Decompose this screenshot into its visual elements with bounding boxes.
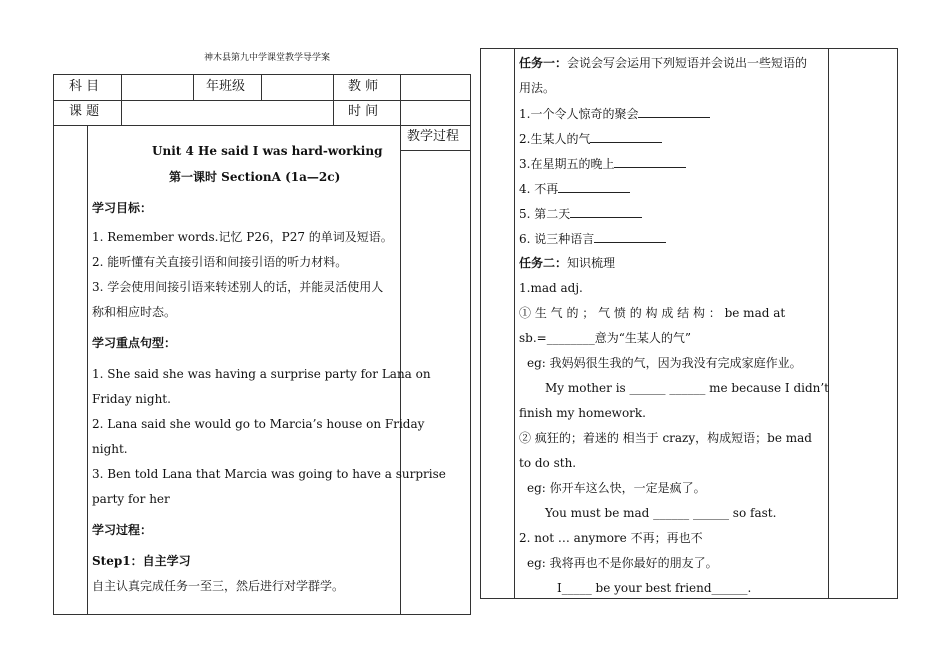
mad-definition-1: ① 生 气 的 ； 气 愤 的 构 成 结 构 ： be mad at xyxy=(519,306,786,320)
task2-label: 任务二： xyxy=(519,256,568,270)
key-sentence: Friday night. xyxy=(92,392,171,406)
phrase-item: 4. 不再 xyxy=(519,182,559,196)
key-sentence: 2. Lana said she would go to Marcia’s house on Friday xyxy=(92,417,425,431)
goal-item: 1. Remember words.记忆 P26，P27 的单词及短语。 xyxy=(92,230,393,244)
step1-text: 自主认真完成任务一至三，然后进行对学群学。 xyxy=(92,579,345,593)
page-header: 神木县第九中学课堂教学导学案 xyxy=(204,53,331,63)
topic-label: 课 题 xyxy=(69,104,100,119)
phrase-item: 6. 说三种语言 xyxy=(519,232,595,246)
mad-definition-1-cont: sb.=________意为“生某人的气” xyxy=(519,331,691,345)
mad-definition-2-cont: to do sth. xyxy=(519,456,577,470)
key-heading: 学习重点句型： xyxy=(92,336,177,350)
process-heading: 学习过程： xyxy=(92,523,153,537)
answer-blank[interactable] xyxy=(558,181,630,193)
task1-label: 任务一： xyxy=(519,56,568,70)
teacher-label: 教 师 xyxy=(348,79,379,94)
grade-label: 年班级 xyxy=(206,79,246,94)
mad-heading: 1.mad adj. xyxy=(519,281,583,295)
mad-definition-2: ② 疯狂的；着迷的 相当于 crazy，构成短语；be mad xyxy=(519,431,812,445)
answer-blank[interactable] xyxy=(594,231,666,243)
anymore-english: I_____ be your best friend______. xyxy=(557,581,752,595)
key-sentence: 1. She said she was having a surprise party for Lana on xyxy=(92,367,431,381)
anymore-example: eg: 我将再也不是你最好的朋友了。 xyxy=(527,556,718,570)
mad-example-2: eg: 你开车这么快，一定是疯了。 xyxy=(527,481,706,495)
goal-item: 2. 能听懂有关直接引语和间接引语的听力材料。 xyxy=(92,255,348,269)
answer-blank[interactable] xyxy=(638,106,710,118)
phrase-item: 2.生某人的气 xyxy=(519,132,591,146)
mad-english-1-cont: finish my homework. xyxy=(519,406,646,420)
answer-blank[interactable] xyxy=(570,206,642,218)
goals-heading: 学习目标： xyxy=(92,201,153,215)
lesson-title: 第一课时 SectionA (1a—2c) xyxy=(169,170,341,184)
time-label: 时 间 xyxy=(348,104,379,119)
phrase-item: 1.一个令人惊奇的聚会 xyxy=(519,107,639,121)
task1-text-cont: 用法。 xyxy=(519,81,556,95)
process-label: 教学过程 xyxy=(407,129,460,144)
anymore-heading: 2. not … anymore 不再；再也不 xyxy=(519,531,703,545)
goal-item: 称和相应时态。 xyxy=(92,305,177,319)
phrase-item: 5. 第二天 xyxy=(519,207,571,221)
answer-blank[interactable] xyxy=(614,156,686,168)
answer-blank[interactable] xyxy=(590,131,662,143)
phrase-item: 3.在星期五的晚上 xyxy=(519,157,615,171)
mad-english-2: You must be mad ______ ______ so fast. xyxy=(545,506,777,520)
mad-example-1: eg: 我妈妈很生我的气，因为我没有完成家庭作业。 xyxy=(527,356,802,370)
step1-heading: Step1：自主学习 xyxy=(92,554,191,568)
goal-item: 3. 学会使用间接引语来转述别人的话，并能灵活使用人 xyxy=(92,280,384,294)
task1-text: 会说会写会运用下列短语并会说出一些短语的 xyxy=(567,56,808,70)
key-sentence: party for her xyxy=(92,492,170,506)
task2-text: 知识梳理 xyxy=(567,256,616,270)
subject-label: 科 目 xyxy=(69,79,100,94)
mad-english-1: My mother is ______ ______ me because I didn’t xyxy=(545,381,830,395)
key-sentence: night. xyxy=(92,442,128,456)
key-sentence: 3. Ben told Lana that Marcia was going to have a surprise xyxy=(92,467,446,481)
unit-title: Unit 4 He said I was hard-working xyxy=(152,144,383,158)
